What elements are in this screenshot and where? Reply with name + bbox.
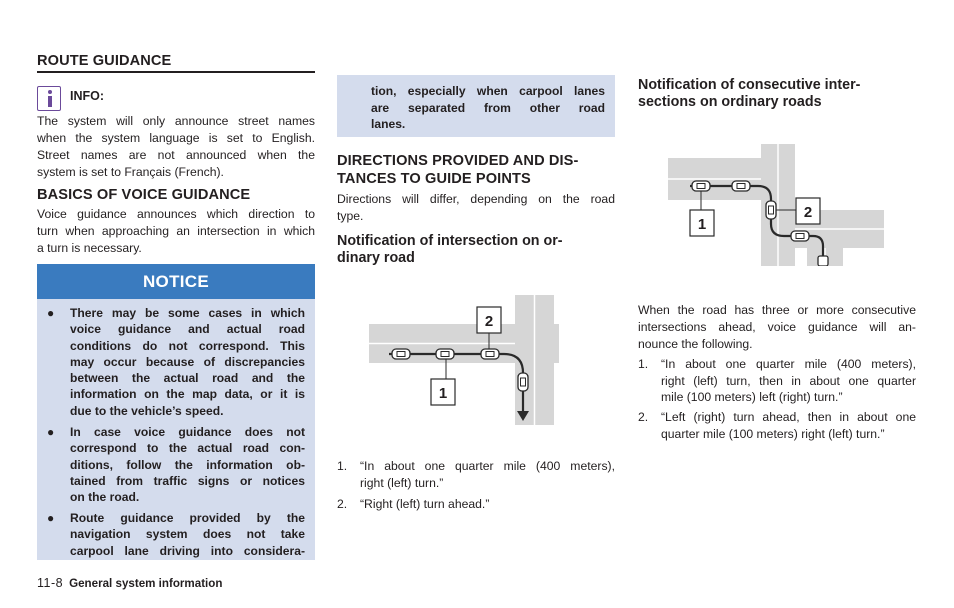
notice-box (37, 299, 315, 560)
callout-label-1: 1 (697, 216, 707, 233)
callout-label-2: 2 (484, 313, 494, 330)
basics-text: Voice guidance announces which direction to turn when approaching an intersection in which a turn is necessary. (37, 207, 315, 255)
info-label: INFO: (70, 89, 105, 103)
bullet: ● (47, 425, 55, 439)
callout-label-2: 2 (803, 204, 813, 221)
consecutive-intro: When the road has three or more consecutive intersections ahead, voice guidance will an- nounce the following. (638, 303, 916, 351)
footer-section: General system information (69, 577, 223, 590)
car-icon (436, 349, 454, 359)
car-icon (518, 373, 528, 391)
page-number: 11-8 (37, 576, 64, 590)
car-icon (818, 256, 828, 266)
callout-label-1: 1 (438, 385, 448, 402)
car-icon (732, 181, 750, 191)
bullet: ● (47, 306, 55, 320)
intersection-title: Notification of intersection on or- dinary road (337, 233, 563, 266)
notice-item-1: There may be some cases in which voice guidance and actual road conditions do not correspond. This may occur because of discrepancies between the actual road and the information on the map data, or it is due to the vehicle’s speed. (70, 306, 305, 418)
intersection-diagram (369, 295, 559, 425)
notice-item-3: Route guidance provided by the navigation system does not take carpool lane driving into considera- (70, 511, 305, 558)
car-icon (766, 201, 776, 219)
car-icon (692, 181, 710, 191)
notice-header: NOTICE (37, 264, 315, 299)
car-icon (481, 349, 499, 359)
heading-rule (37, 71, 315, 73)
directions-text: Directions will differ, depending on the road type. (337, 192, 615, 223)
info-icon (37, 86, 61, 111)
notice-continuation-text: tion, especially when carpool lanes are separated from other road lanes. (371, 84, 605, 131)
page-footer (37, 576, 222, 590)
consecutive-diagram (668, 144, 884, 266)
notice-continuation-box (337, 75, 615, 137)
bullet: ● (47, 511, 55, 525)
car-icon (791, 231, 809, 241)
consecutive-title: Notification of consecutive inter- sections on ordinary roads (638, 77, 861, 110)
basics-title: BASICS OF VOICE GUIDANCE (37, 187, 251, 203)
page-heading: ROUTE GUIDANCE (37, 53, 172, 69)
info-text: The system will only announce street names when the system language is set to English. Street names are not announced when the system is set to Français (French). (37, 114, 315, 179)
directions-title: DIRECTIONS PROVIDED AND DIS- TANCES TO GUIDE POINTS (337, 153, 579, 187)
notice-item-2: In case voice guidance does not correspond to the actual road con- ditions, follow the information ob- tained from traffic signs or notices on the road. (70, 425, 305, 505)
car-icon (392, 349, 410, 359)
